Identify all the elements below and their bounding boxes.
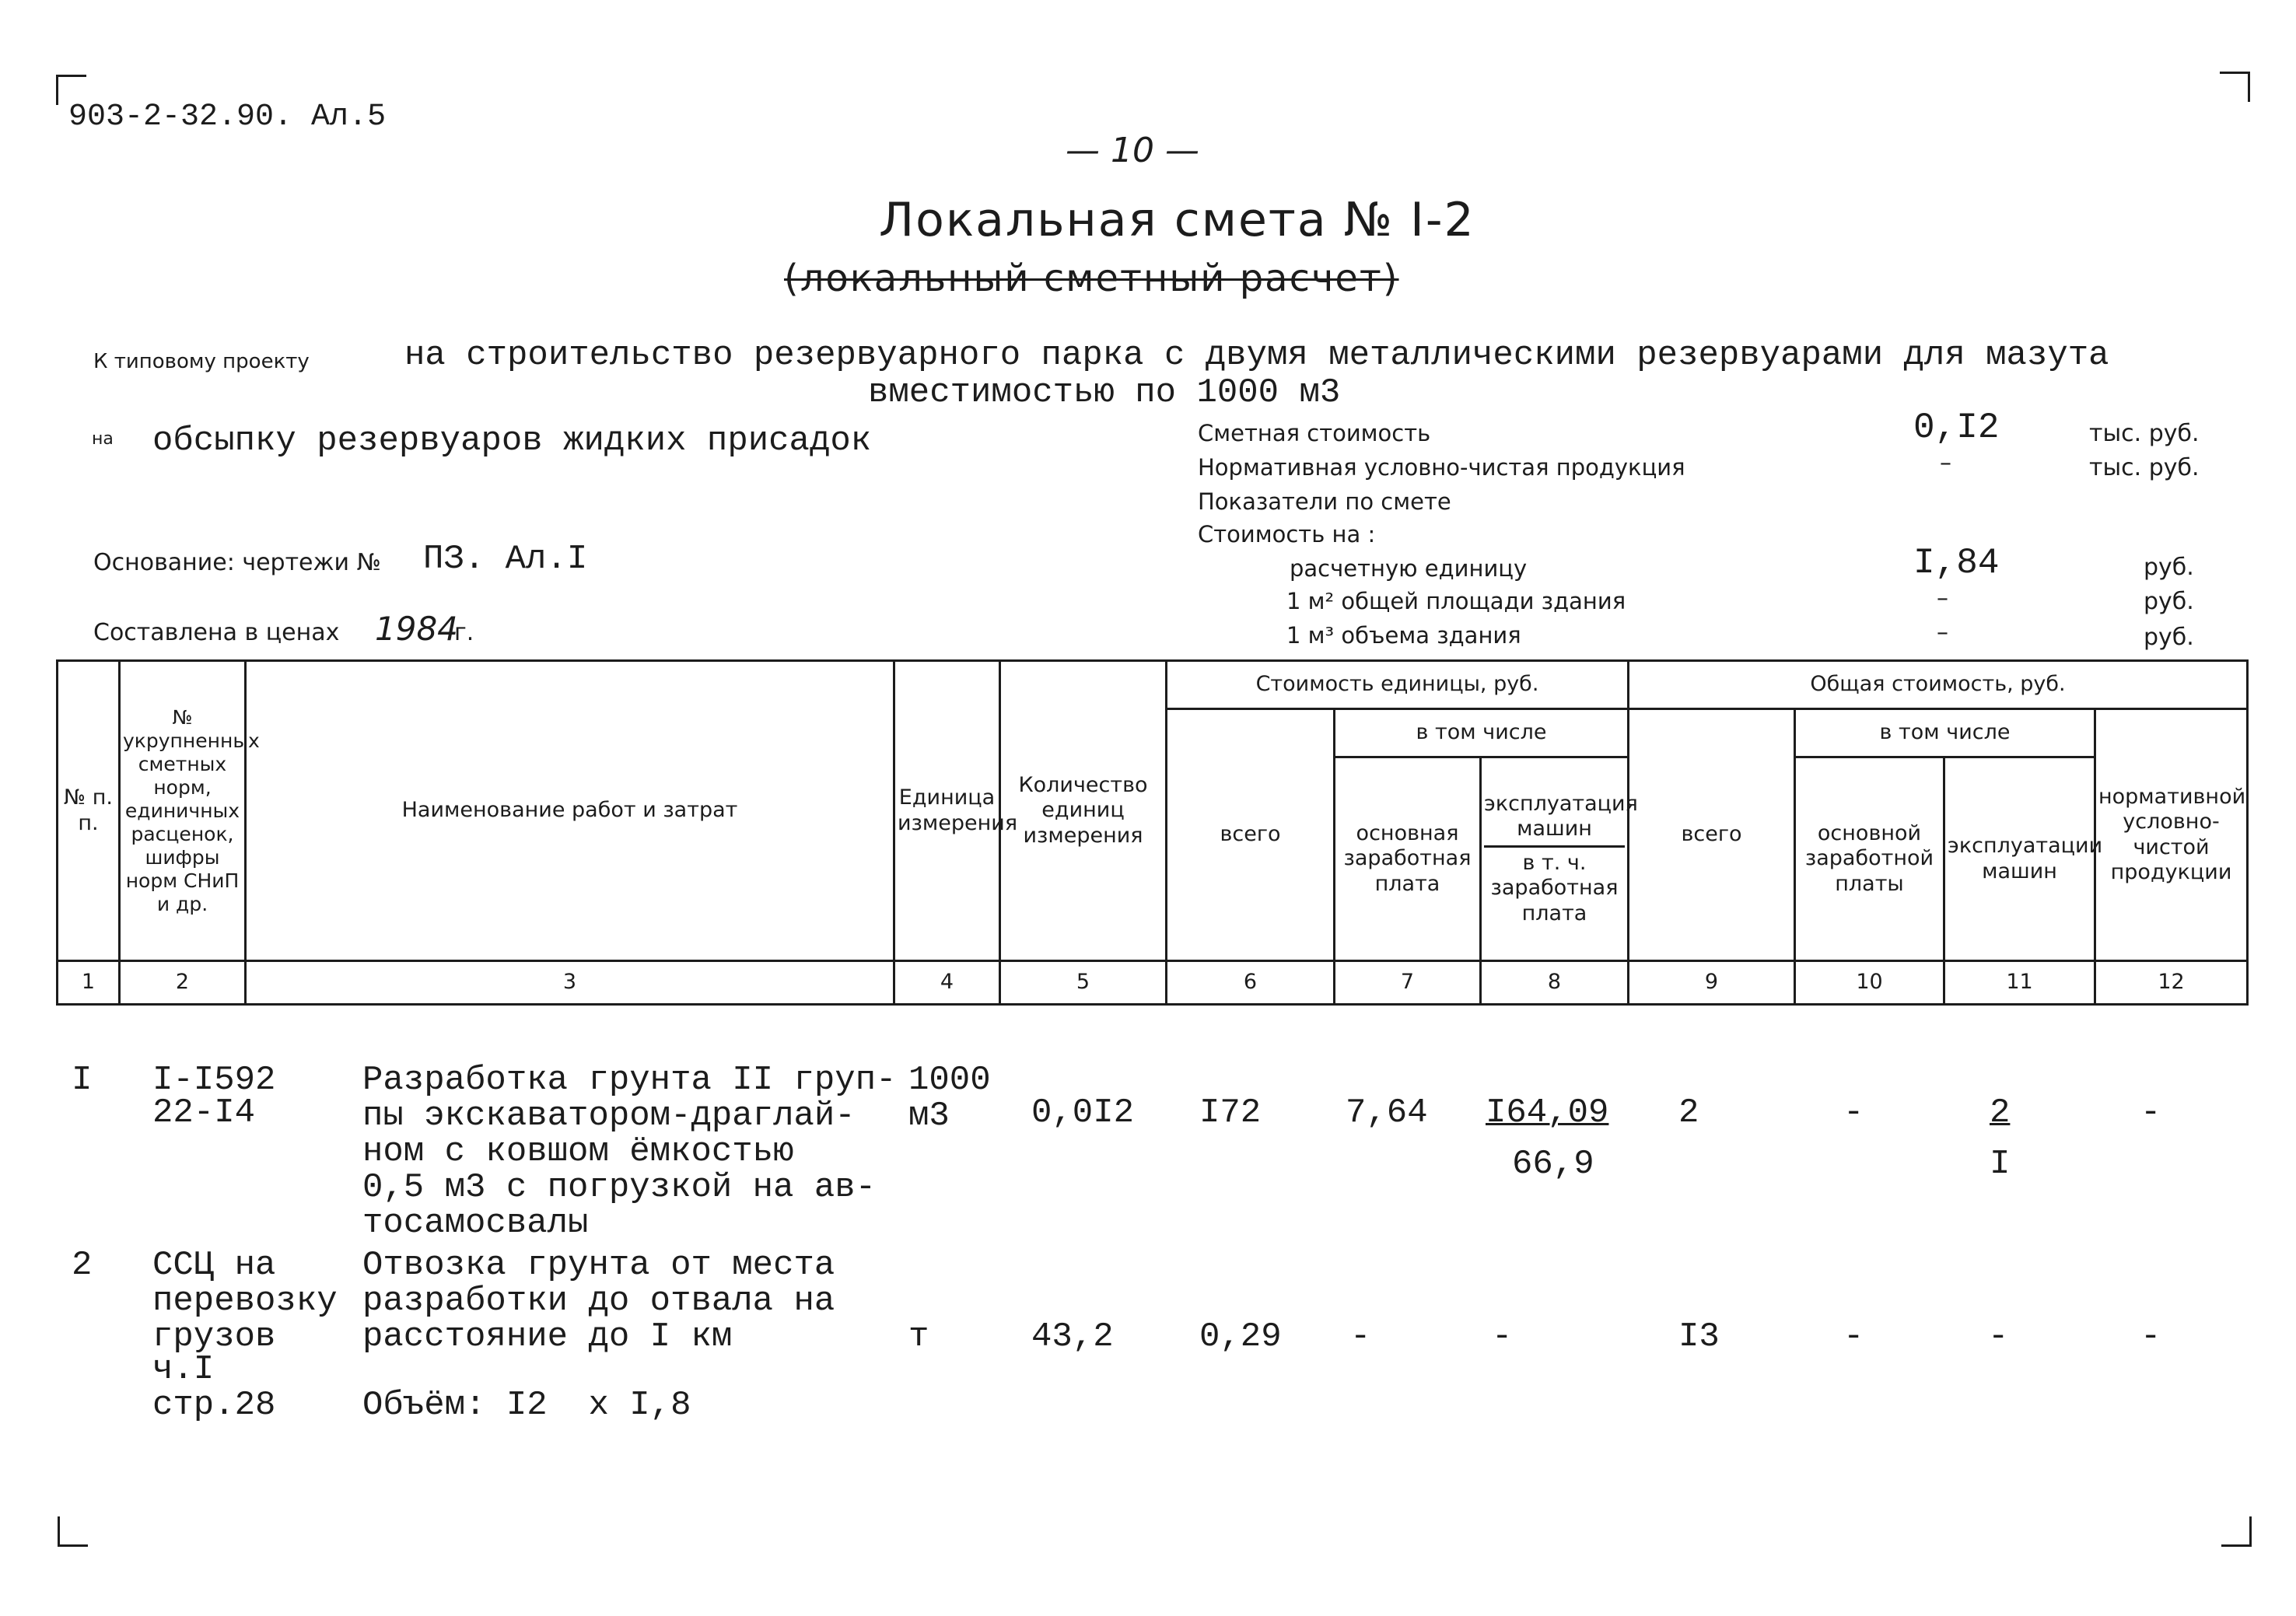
cost-per-label: Стоимость на :: [1198, 521, 1376, 547]
project-name-line1: на строительство резервуарного парка с двумя металлическими резервуарами для мазута: [404, 336, 2109, 375]
col-number-7: 7: [1335, 961, 1481, 1005]
normative-product-label: Нормативная условно-чистая продукция: [1198, 454, 1685, 481]
row-total-salary: -: [1843, 1317, 1864, 1356]
unit-cost-value: I,84: [1913, 543, 2000, 583]
corner-mark-top-right: [2220, 72, 2250, 102]
header-machines-salary: в т. ч. заработная плата: [1490, 850, 1619, 925]
volume-cost-unit: руб.: [2144, 624, 2194, 651]
basis-label: Основание: чертежи №: [93, 549, 381, 576]
project-name-line2: вместимостью по 1000 м3: [868, 373, 1341, 412]
row-unit-machines: -: [1492, 1317, 1513, 1356]
col-number-10: 10: [1795, 961, 1944, 1005]
row-norm-line: ч.I: [152, 1350, 215, 1389]
row-norm-line: ССЦ на: [152, 1246, 276, 1285]
area-cost-unit: руб.: [2144, 588, 2194, 615]
row-total: I3: [1678, 1317, 1720, 1356]
row-unit-line: м3: [908, 1097, 950, 1135]
estimate-cost-label: Сметная стоимость: [1198, 420, 1431, 446]
row-unit-line: 1000: [908, 1061, 991, 1100]
row-norm-line: перевозку: [152, 1282, 338, 1320]
area-cost-label: 1 м² общей площади здания: [1286, 588, 1626, 614]
header-normative: нормативной условно-чистой продукции: [2095, 709, 2248, 961]
indicators-label: Показатели по смете: [1198, 488, 1451, 515]
basis-value: ПЗ. Ал.I: [423, 540, 588, 579]
row-name-line: расстояние до I км: [362, 1317, 733, 1356]
row-unit-salary: 7,64: [1346, 1093, 1428, 1132]
row-num: 2: [72, 1246, 93, 1285]
row-name-line: тосамосвалы: [362, 1204, 589, 1243]
object-name: обсыпку резервуаров жидких присадок: [152, 421, 872, 460]
page-title: Локальная смета № I-2: [879, 193, 1475, 247]
row-normative: -: [2140, 1317, 2161, 1356]
row-name-extra: Объём: I2 x I,8: [362, 1386, 691, 1425]
col-number-1: 1: [58, 961, 120, 1005]
header-base-salary: основная заработная плата: [1335, 757, 1481, 961]
row-num: I: [72, 1061, 93, 1100]
row-norm-line: грузов: [152, 1317, 276, 1356]
estimate-cost-value: 0,I2: [1913, 407, 2000, 448]
header-unit-incl: в том числе: [1335, 709, 1629, 757]
header-num: № п. п.: [58, 661, 120, 961]
row-total-machines: 2: [1990, 1093, 2011, 1132]
volume-cost-label: 1 м³ объема здания: [1286, 622, 1521, 649]
object-label: на: [92, 429, 114, 449]
row-norm-line: I-I592: [152, 1061, 276, 1100]
row-unit-machines: I64,09: [1486, 1093, 1609, 1132]
col-number-9: 9: [1629, 961, 1795, 1005]
row-total-salary: -: [1843, 1093, 1864, 1132]
row-unit-total: 0,29: [1199, 1317, 1282, 1356]
header-total-all: всего: [1629, 709, 1795, 961]
header-unit-all: всего: [1167, 709, 1335, 961]
corner-mark-bottom-right: [2221, 1516, 2252, 1547]
row-qty: 0,0I2: [1031, 1093, 1135, 1132]
row-total-machines: -: [1988, 1317, 2009, 1356]
col-number-6: 6: [1167, 961, 1335, 1005]
page-number: — 10 —: [1066, 131, 1199, 170]
page-subtitle: (локальный сметный расчет): [784, 257, 1399, 300]
row-total-machines-salary: I: [1990, 1145, 2011, 1184]
row-name-line: 0,5 м3 с погрузкой на ав-: [362, 1168, 877, 1207]
row-unit-total: I72: [1199, 1093, 1262, 1132]
estimate-table-header: [56, 659, 2249, 1006]
to-project-label: К типовому проекту: [93, 350, 310, 373]
header-machines-cell: [1481, 757, 1638, 961]
col-number-11: 11: [1944, 961, 2095, 1005]
row-name-line: пы экскаватором-драглай-: [362, 1097, 856, 1135]
col-number-8: 8: [1481, 961, 1629, 1005]
col-number-5: 5: [1000, 961, 1167, 1005]
header-total-incl: в том числе: [1795, 709, 2095, 757]
row-name-line: разработки до отвала на: [362, 1282, 835, 1320]
normative-product-unit: тыс. руб.: [2089, 454, 2200, 481]
row-total: 2: [1678, 1093, 1699, 1132]
header-unit-cost-group: Стоимость единицы, руб.: [1167, 661, 1629, 709]
estimate-cost-unit: тыс. руб.: [2089, 420, 2200, 447]
prices-year: 1984: [375, 610, 458, 648]
row-unit-salary: -: [1350, 1317, 1371, 1356]
header-machines: эксплуатация машин: [1484, 792, 1625, 848]
area-cost-value: –: [1937, 585, 1948, 612]
col-number-4: 4: [894, 961, 1000, 1005]
volume-cost-value: –: [1937, 619, 1948, 646]
header-unit: Единица измерения: [894, 661, 1000, 961]
prices-label: Составлена в ценах: [93, 619, 340, 646]
header-base-salary-total: основной заработной платы: [1795, 757, 1944, 961]
header-norms: № укрупненных сметных норм, единичных расценок, шифры норм СНиП и др.: [120, 661, 246, 961]
prices-year-suffix: г.: [454, 619, 474, 646]
col-number-2: 2: [120, 961, 246, 1005]
corner-mark-bottom-left: [58, 1516, 88, 1547]
row-name-line: Разработка грунта II груп-: [362, 1061, 897, 1100]
row-unit: т: [908, 1317, 929, 1356]
header-name: Наименование работ и затрат: [246, 661, 894, 961]
normative-product-value: –: [1940, 449, 1951, 477]
header-qty: Количество единиц измерения: [1000, 661, 1167, 961]
unit-cost-unit: руб.: [2144, 554, 2194, 581]
row-name-line: ном с ковшом ёмкостью: [362, 1132, 794, 1171]
header-total-cost-group: Общая стоимость, руб.: [1629, 661, 2248, 709]
header-machines-total: эксплуатации машин: [1944, 757, 2095, 961]
row-norm-line: 22-I4: [152, 1093, 256, 1132]
row-norm-line: стр.28: [152, 1386, 276, 1425]
unit-cost-label: расчетную единицу: [1290, 555, 1528, 582]
row-normative: -: [2140, 1093, 2161, 1132]
row-unit-machines-salary: 66,9: [1512, 1145, 1594, 1184]
col-number-3: 3: [246, 961, 894, 1005]
row-qty: 43,2: [1031, 1317, 1114, 1356]
document-code: 903-2-32.90. Ал.5: [68, 100, 387, 135]
col-number-12: 12: [2095, 961, 2248, 1005]
row-name-line: Отвозка грунта от места: [362, 1246, 835, 1285]
